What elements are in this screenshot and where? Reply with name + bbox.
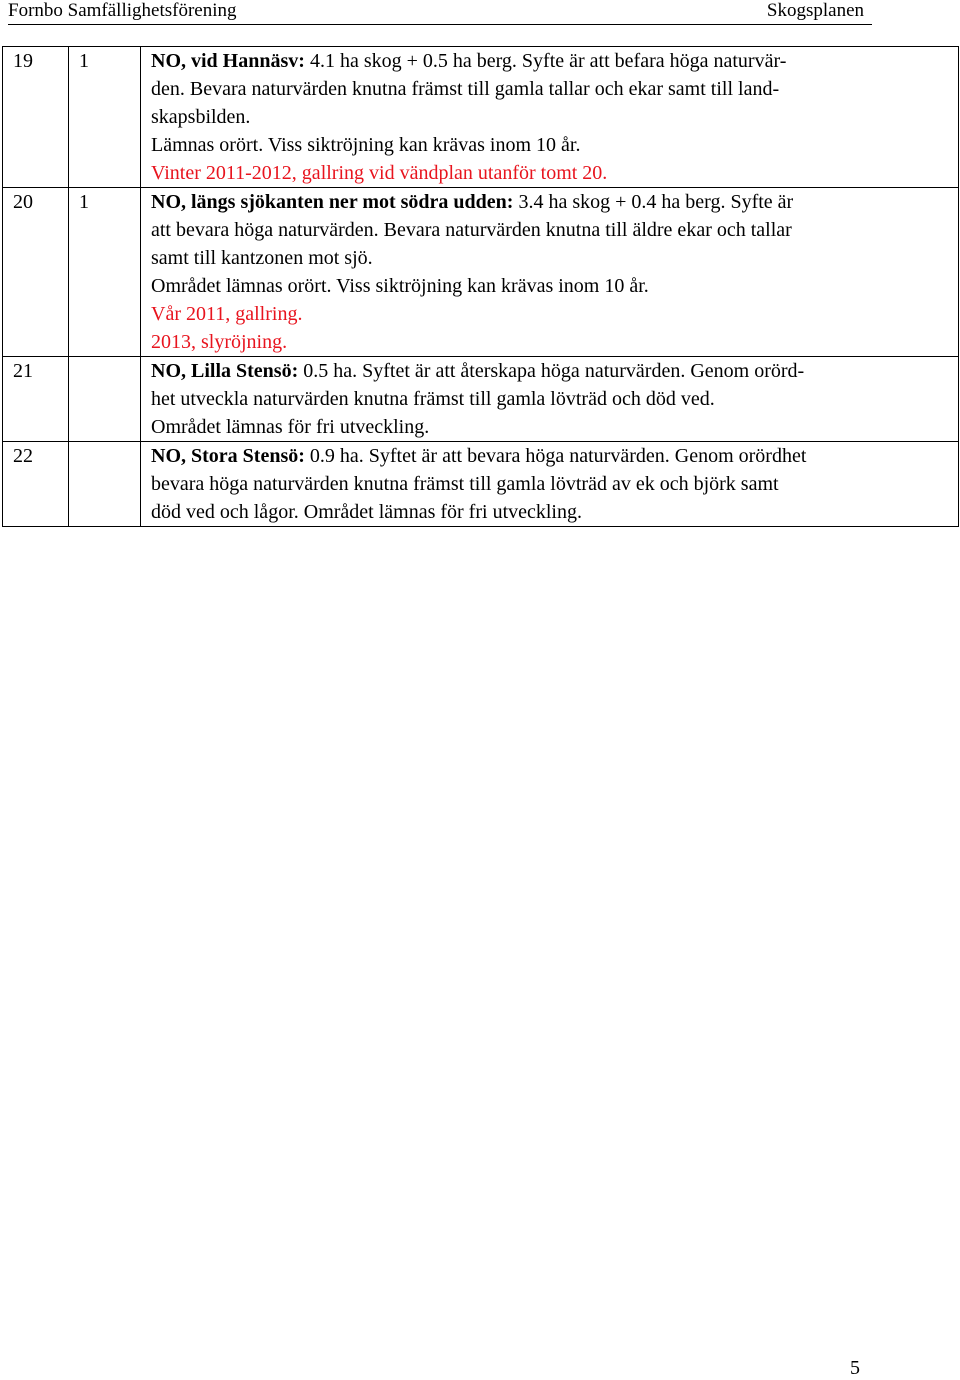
table-row [3, 47, 959, 188]
row-title: NO, vid Hannäsv: [151, 50, 305, 72]
page-header [8, 0, 872, 25]
description-line: 0.9 ha. Syftet är att bevara höga naturvärden. Genom orördhet [309, 445, 807, 467]
row-number: 20 [3, 188, 69, 357]
table-row [3, 442, 959, 527]
description-line: het utveckla naturvärden knutna främst till gamla lövträd och död ved. [151, 388, 715, 410]
row-description [141, 357, 959, 442]
row-number: 22 [3, 442, 69, 527]
row-number: 19 [3, 47, 69, 188]
row-section: 1 [69, 188, 141, 357]
row-description [141, 442, 959, 527]
description-line: skapsbilden. [151, 106, 251, 128]
table-row [3, 357, 959, 442]
description-line: samt till kantzonen mot sjö. [151, 247, 373, 269]
action-note-red: Vår 2011, gallring. [151, 303, 303, 325]
description-line: att bevara höga naturvärden. Bevara naturvärden knutna till äldre ekar och tallar [151, 219, 792, 241]
row-number: 21 [3, 357, 69, 442]
action-note: Området lämnas orört. Viss siktröjning kan krävas inom 10 år. [151, 275, 649, 297]
description-line: 0.5 ha. Syftet är att återskapa höga naturvärden. Genom orörd- [303, 360, 805, 382]
description-line: 3.4 ha skog + 0.4 ha berg. Syfte är [518, 191, 794, 213]
action-note: Lämnas orört. Viss siktröjning kan krävas inom 10 år. [151, 134, 581, 156]
forest-plan-table [2, 46, 959, 527]
row-section: 1 [69, 47, 141, 188]
description-line: död ved och lågor. Området lämnas för fri utveckling. [151, 501, 582, 523]
table-row [3, 188, 959, 357]
row-description [141, 47, 959, 188]
row-description [141, 188, 959, 357]
row-section [69, 442, 141, 527]
description-line: 4.1 ha skog + 0.5 ha berg. Syfte är att befara höga naturvär- [309, 50, 787, 72]
description-line: den. Bevara naturvärden knutna främst till gamla tallar och ekar samt till land- [151, 78, 780, 100]
page-number: 5 [850, 1357, 860, 1379]
header-right-title: Skogsplanen [766, 0, 864, 21]
row-section [69, 357, 141, 442]
row-title: NO, längs sjökanten ner mot södra udden: [151, 191, 514, 213]
action-note-red: Vinter 2011-2012, gallring vid vändplan utanför tomt 20. [151, 162, 608, 184]
header-left-title: Fornbo Samfällighetsförening [8, 0, 237, 21]
row-title: NO, Stora Stensö: [151, 445, 305, 467]
action-note-red: 2013, slyröjning. [151, 331, 288, 353]
action-note: Området lämnas för fri utveckling. [151, 416, 430, 438]
description-line: bevara höga naturvärden knutna främst till gamla lövträd av ek och björk samt [151, 473, 779, 495]
row-title: NO, Lilla Stensö: [151, 360, 299, 382]
